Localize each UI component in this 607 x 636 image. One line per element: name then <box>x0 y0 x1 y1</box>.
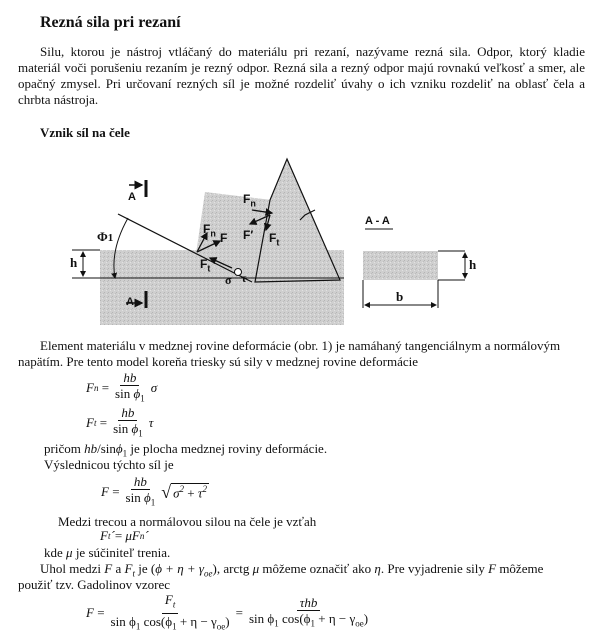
section-marker-bottom: A <box>126 296 134 308</box>
section-height-label: h <box>469 257 477 272</box>
paragraph2-line2: napätím. Pre tento model koreňa triesky sú sily v medznej rovine deformácie <box>18 354 418 369</box>
formula-gadolin: F = $\frac{F_t}{\sin \phi_1 \cos(\phi_1 + \eta - \gamma_{oe})}$ = $\frac{\text{τhb}}{\sin \phi_1 \cos(\phi_1 + \eta - \gamma_{oe})}$ <box>86 592 369 632</box>
formula-f: F = $\frac{hb}{\sin \phi_1}$ √ $\sigma^2 + \tau^2$ <box>101 474 208 508</box>
force-label-ft-prime: $F_t$ <box>269 231 280 248</box>
force-label-f-prime: F′ <box>243 228 254 242</box>
intro-paragraph <box>18 44 585 108</box>
paragraph2-line1: Element materiálu v medznej rovine deformácie (obr. 1) je namáhaný tangenciálnym a normálovým <box>40 338 561 353</box>
resultant-text: Výslednicou týchto síl je <box>44 457 174 472</box>
area-text: pričom hb/sinϕ$_1$ je plocha medznej roviny deformácie. <box>44 441 328 459</box>
force-label-ft: $F_t$ <box>200 257 211 274</box>
sigma-label: σ <box>225 273 232 287</box>
angle-text-line2: použiť tzv. Gadolinov vzorec <box>18 577 170 592</box>
formula-ft: F t = $\frac{hb}{\sin \phi_1}$ τ <box>86 405 154 439</box>
section-view-title: A - A <box>365 215 390 227</box>
diagram-svg <box>0 145 607 325</box>
force-label-fn-prime: $F_n$ <box>243 192 256 209</box>
angle-label: Φ1 <box>97 229 114 244</box>
intro-paragraph-text: Silu, ktorou je nástroj vtláčaný do materiálu pri rezaní, nazývame rezná sila. Odpor, ktorý kladie materiál voči porušeniu rezaním je rezný odpor. Rezná sila a rezný odpor majú rovnakú veľkosť a smer, ale opačný zmysel. Pri určovaní rezných síl je možné rozdeliť úvahy o ich vzniku rozdeliť na oblasť čela a chrbta nástroja. <box>18 44 585 107</box>
formula-friction: F t ´ = μF n ´ <box>100 528 149 543</box>
section-subtitle: Vznik síl na čele <box>40 125 130 140</box>
formula-fn: F n = $\frac{hb}{\sin \phi_1}$ σ <box>86 370 158 404</box>
cutting-tool <box>255 159 340 282</box>
height-label: h <box>70 255 78 270</box>
section-view-rect <box>363 251 438 280</box>
section-marker-top: A <box>128 191 136 203</box>
force-label-fn: $F_n$ <box>203 222 216 239</box>
relation-text: Medzi trecou a normálovou silou na čele je vzťah <box>58 514 317 529</box>
angle-text-line1: Uhol medzi F a $F_t$ je $(\phi + \eta + \gamma_{oe})$, arctg μ môžeme označiť ako η. Pre vyjadrenie sily F môžeme <box>40 561 544 579</box>
section-width-label: b <box>396 289 404 304</box>
tau-label: τ <box>241 271 247 285</box>
page-title: Rezná sila pri rezaní <box>40 14 181 31</box>
force-label-f: F <box>220 231 228 245</box>
mu-text: kde μ je súčiniteľ trenia. <box>44 545 171 560</box>
cutting-force-diagram <box>0 145 607 325</box>
